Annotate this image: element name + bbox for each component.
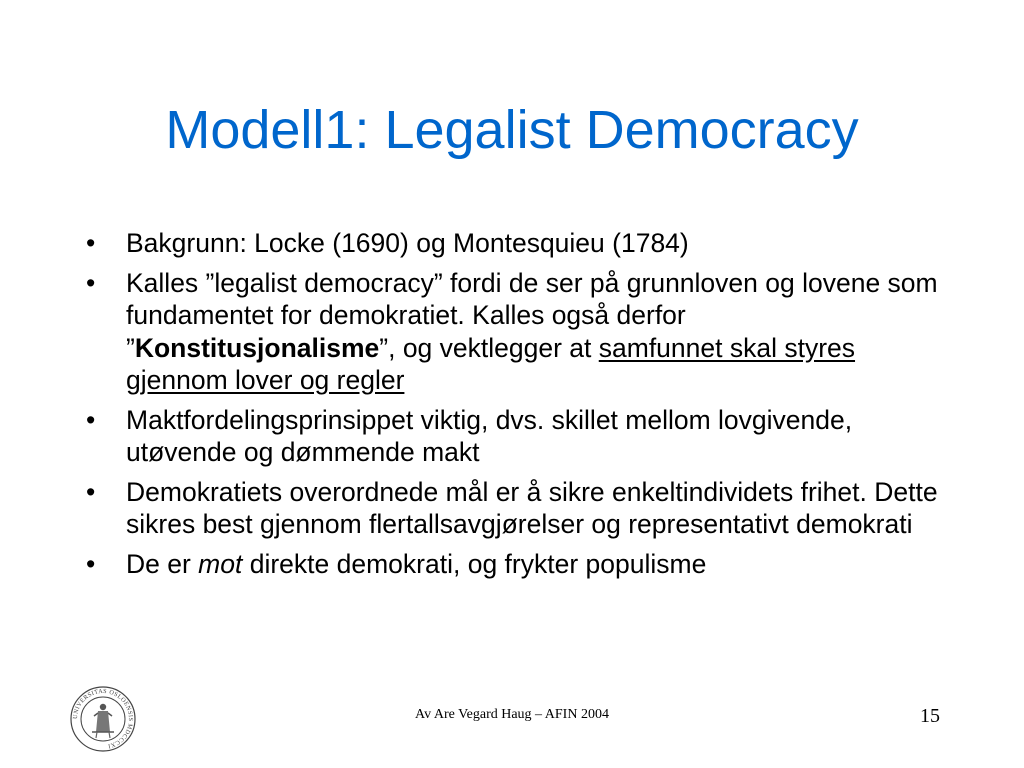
bullet-item — [80, 227, 960, 260]
page-number: 15 — [920, 705, 940, 727]
bullet-marker: • — [86, 404, 96, 435]
bold-term: Konstitusjonalisme — [134, 332, 380, 363]
italic-word: mot — [198, 548, 243, 579]
bullet-marker: • — [86, 476, 96, 507]
bullet-text: direkte demokrati, og frykter populisme — [242, 548, 707, 579]
seal-ring-text: UNIVERSITAS OSLOENSIS MDCCCXI — [71, 687, 135, 750]
slide-title: Modell1: Legalist Democracy — [165, 100, 859, 160]
bullet-text: Kalles ”legalist democracy” fordi de ser på grunnloven og lovene som fundamentet for demokratiet. Kalles også derfor ” — [126, 267, 938, 363]
bullet-text: De er — [126, 548, 199, 579]
bullet-text: ”, og vektlegger at — [379, 332, 599, 363]
footer-author: Av Are Vegard Haug – AFIN 2004 — [415, 707, 609, 722]
bullet-text: Maktfordelingsprinsippet viktig, dvs. skillet mellom lovgivende, utøvende og dømmende makt — [126, 404, 853, 467]
bullet-text: Demokratiets overordnede mål er å sikre enkeltindividets frihet. Dette sikres best gjennom flertallsavgjørelser og representativt demokrati — [126, 476, 938, 539]
bullet-item — [80, 548, 960, 581]
bullet-item — [80, 404, 960, 469]
bullet-text: Bakgrunn: Locke (1690) og Montesquieu (1784) — [126, 228, 689, 258]
bullet-marker: • — [86, 267, 96, 298]
university-seal-icon — [70, 686, 136, 752]
bullet-item — [80, 267, 960, 397]
bullet-marker: • — [86, 228, 96, 258]
bullet-list — [80, 227, 960, 587]
bullet-item — [80, 476, 960, 541]
bullet-marker: • — [86, 548, 96, 579]
underlined-phrase: samfunnet skal styres gjennom lover og regler — [126, 332, 856, 395]
